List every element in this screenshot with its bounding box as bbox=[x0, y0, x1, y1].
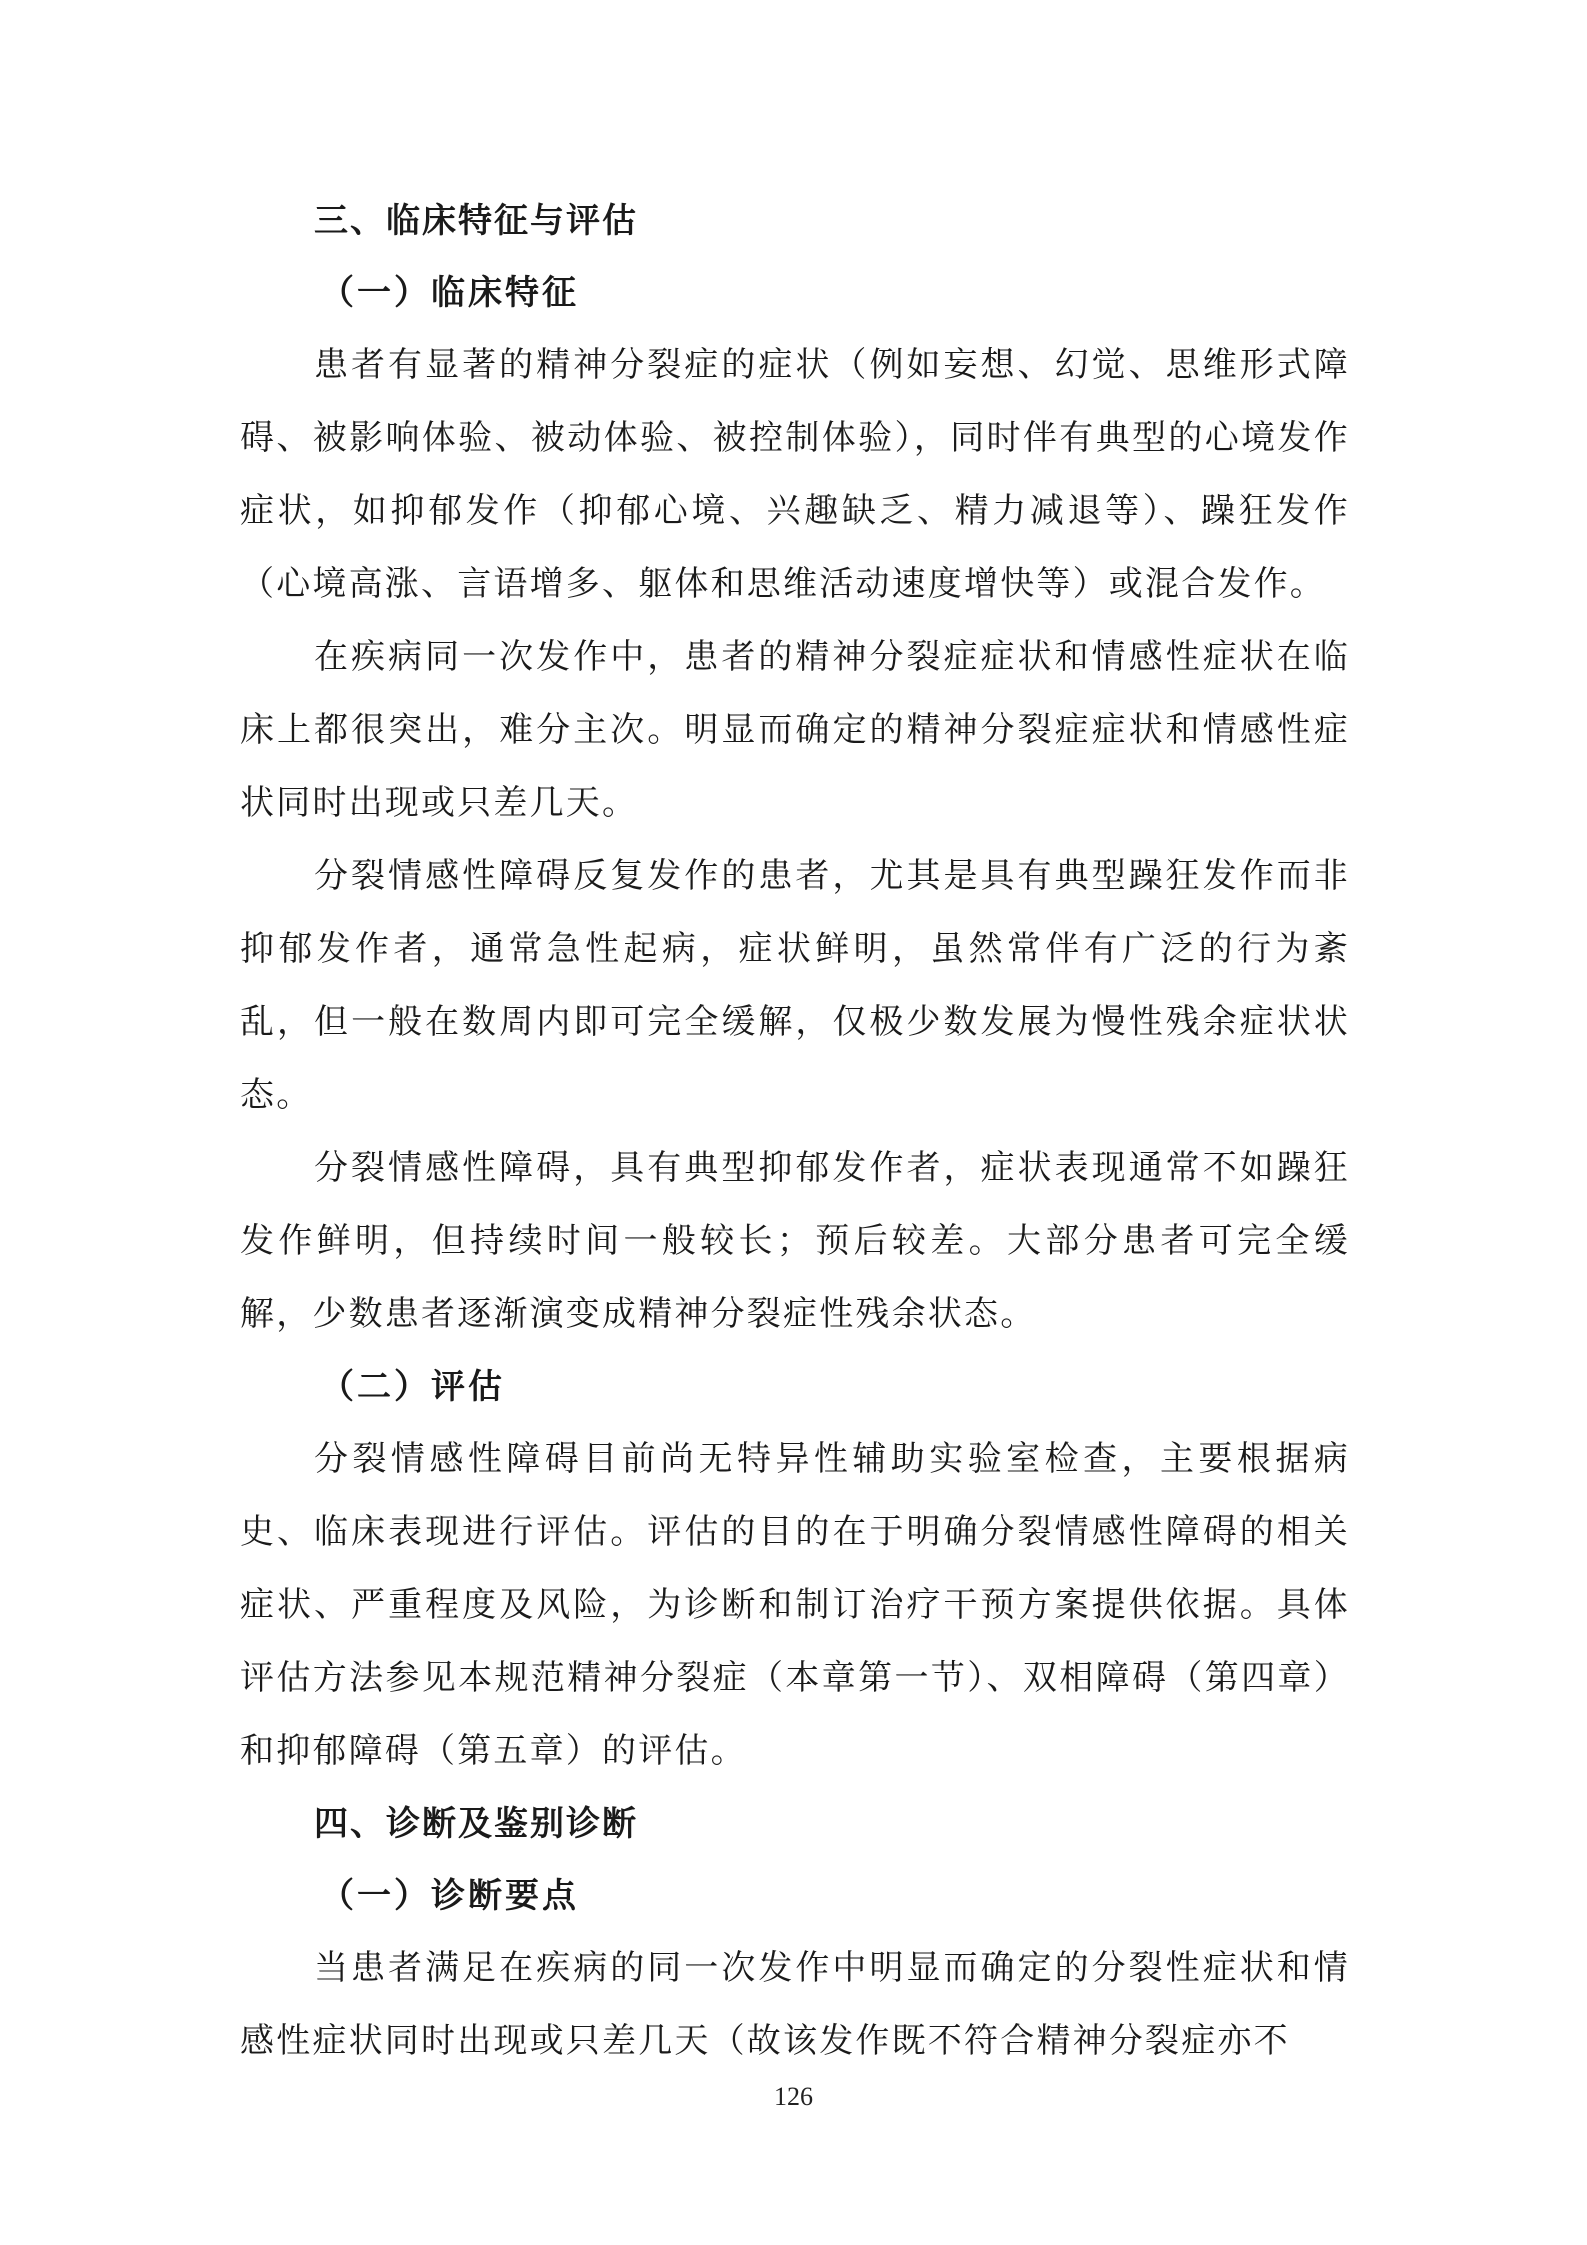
page-body bbox=[240, 185, 1350, 2078]
subsection-heading-clinical-features: （一）临床特征 bbox=[320, 273, 579, 313]
paragraph: 分裂情感性障碍反复发作的患者，尤其是具有典型躁狂发作而非抑郁发作者，通常急性起病，症状鲜明，虽然常伴有广泛的行为紊乱，但一般在数周内即可完全缓解，仅极少数发展为慢性残余症状状态。 bbox=[240, 856, 1350, 1115]
paragraph: 当患者满足在疾病的同一次发作中明显而确定的分裂性症状和情感性症状同时出现或只差几天（故该发作既不符合精神分裂症亦不 bbox=[240, 1948, 1350, 2061]
subsection-heading-assessment: （二）评估 bbox=[320, 1367, 505, 1407]
paragraph: 在疾病同一次发作中，患者的精神分裂症症状和情感性症状在临床上都很突出，难分主次。明显而确定的精神分裂症症状和情感性症状同时出现或只差几天。 bbox=[240, 637, 1350, 823]
paragraph: 分裂情感性障碍，具有典型抑郁发作者，症状表现通常不如躁狂发作鲜明，但持续时间一般较长；预后较差。大部分患者可完全缓解，少数患者逐渐演变成精神分裂症性残余状态。 bbox=[240, 1148, 1350, 1334]
section-heading-diagnosis: 四、诊断及鉴别诊断 bbox=[314, 1804, 638, 1844]
paragraph: 分裂情感性障碍目前尚无特异性辅助实验室检查，主要根据病史、临床表现进行评估。评估的目的在于明确分裂情感性障碍的相关症状、严重程度及风险，为诊断和制订治疗干预方案提供依据。具体评估方法参见本规范精神分裂症（本章第一节）、双相障碍（第四章）和抑郁障碍（第五章）的评估。 bbox=[240, 1439, 1350, 1771]
subsection-heading-diagnostic-points: （一）诊断要点 bbox=[320, 1876, 579, 1916]
paragraph: 患者有显著的精神分裂症的症状（例如妄想、幻觉、思维形式障碍、被影响体验、被动体验、被控制体验），同时伴有典型的心境发作症状，如抑郁发作（抑郁心境、兴趣缺乏、精力减退等）、躁狂发作（心境高涨、言语增多、躯体和思维活动速度增快等）或混合发作。 bbox=[240, 345, 1350, 604]
section-heading-clinical-features-assessment: 三、临床特征与评估 bbox=[314, 201, 638, 241]
page-number: 126 bbox=[774, 2082, 813, 2111]
